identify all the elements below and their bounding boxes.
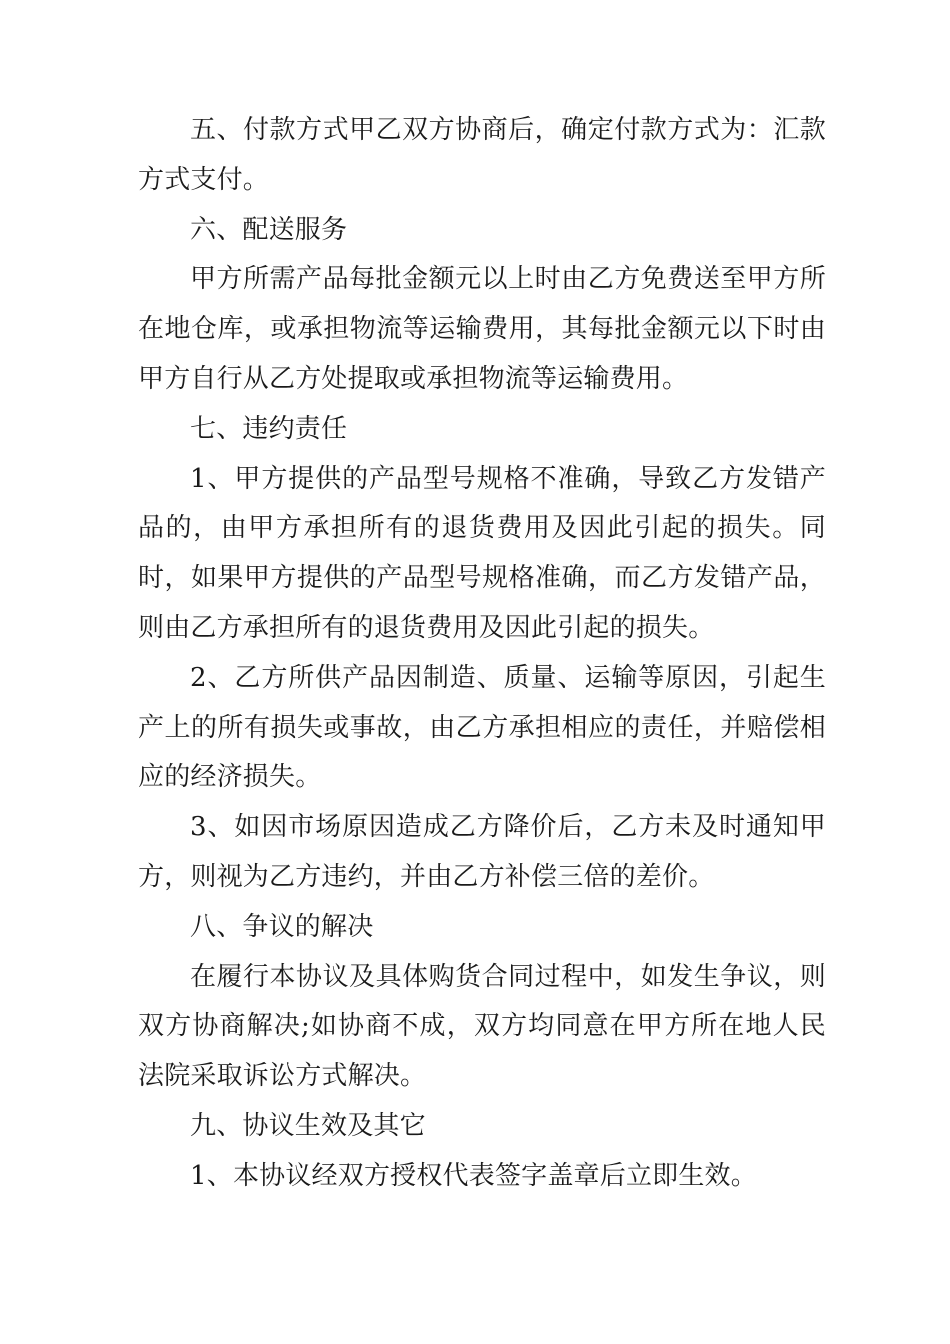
paragraph-breach-item-1: 1、甲方提供的产品型号规格不准确，导致乙方发错产品的，由甲方承担所有的退货费用及因此引起的损失。同时，如果甲方提供的产品型号规格准确，而乙方发错产品，则由乙方承担所有的退货费用及因此引起的损失。 xyxy=(138,463,826,643)
paragraph-breach-item-2: 2、乙方所供产品因制造、质量、运输等原因，引起生产上的所有损失或事故，由乙方承担相应的责任，并赔偿相应的经济损失。 xyxy=(138,662,826,793)
heading-breach-liability: 七、违约责任 xyxy=(190,413,348,444)
paragraph-effectiveness-item-1: 1、本协议经双方授权代表签字盖章后立即生效。 xyxy=(190,1160,757,1191)
paragraph-payment-method: 五、付款方式甲乙双方协商后，确定付款方式为：汇款方式支付。 xyxy=(138,115,826,195)
paragraph-delivery-terms: 甲方所需产品每批金额元以上时由乙方免费送至甲方所在地仓库，或承担物流等运输费用，其每批金额元以下时由甲方自行从乙方处提取或承担物流等运输费用。 xyxy=(138,264,826,394)
paragraph-dispute-terms: 在履行本协议及具体购货合同过程中，如发生争议，则双方协商解决;如协商不成，双方均同意在甲方所在地人民法院采取诉讼方式解决。 xyxy=(138,961,826,1092)
heading-dispute-resolution: 八、争议的解决 xyxy=(190,911,374,942)
heading-effectiveness-other: 九、协议生效及其它 xyxy=(190,1110,426,1141)
heading-delivery-service: 六、配送服务 xyxy=(190,214,348,245)
document-body xyxy=(138,106,826,1202)
paragraph-breach-item-3: 3、如因市场原因造成乙方降价后，乙方未及时通知甲方，则视为乙方违约，并由乙方补偿三倍的差价。 xyxy=(138,812,826,892)
